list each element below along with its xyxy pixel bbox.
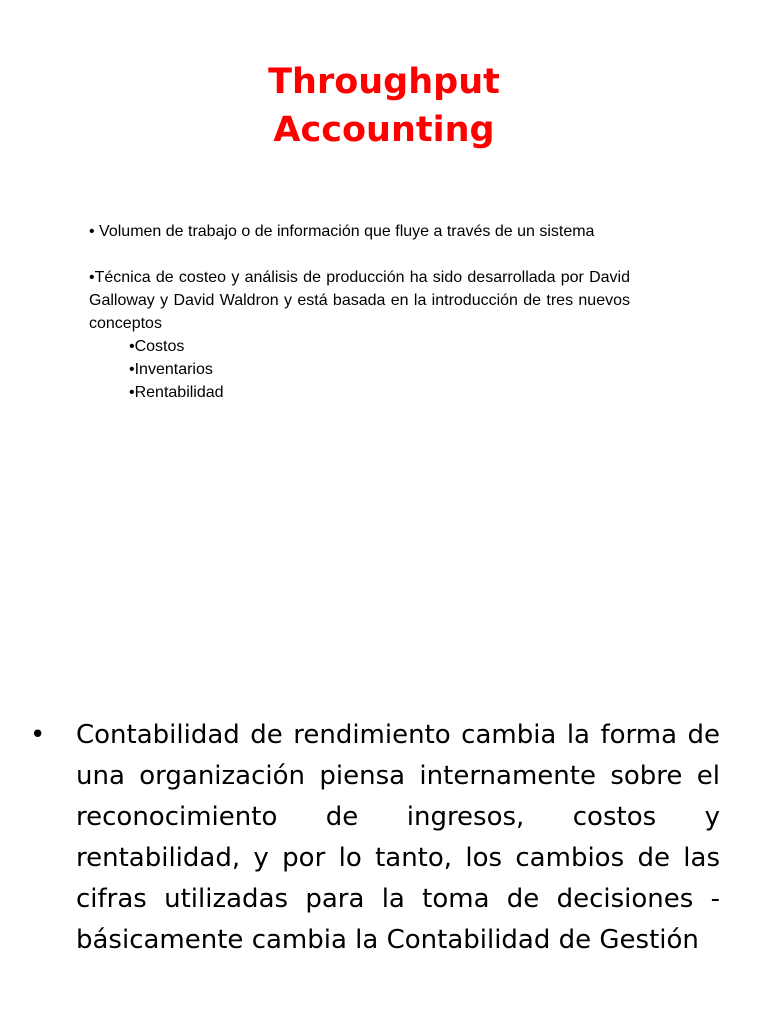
summary-block [30,715,720,961]
technique-paragraph: •Técnica de costeo y análisis de producción ha sido desarrollada por David Galloway y David Waldron y está basada en la introducción de tres nuevos conceptos [89,269,630,332]
concept-item-rentabilidad: •Rentabilidad [129,384,224,401]
definition-paragraph: • Volumen de trabajo o de información que fluye a través de un sistema [89,223,595,240]
page-title [0,58,768,154]
title-line-2: Accounting [273,110,495,150]
title-line-1: Throughput [268,62,500,102]
concept-item-inventarios: •Inventarios [129,361,213,378]
summary-text: Contabilidad de rendimiento cambia la forma de una organización piensa internamente sobre el reconocimiento de ingresos, costos y rentabilidad, y por lo tanto, los cambios de las cifras utilizadas para la toma de decisiones - básicamente cambia la Contabilidad de Gestión [76,720,720,955]
definition-block [89,220,630,404]
summary-bullet: • [30,720,46,750]
concept-item-costos: •Costos [129,338,185,355]
concepts-list [89,335,630,404]
